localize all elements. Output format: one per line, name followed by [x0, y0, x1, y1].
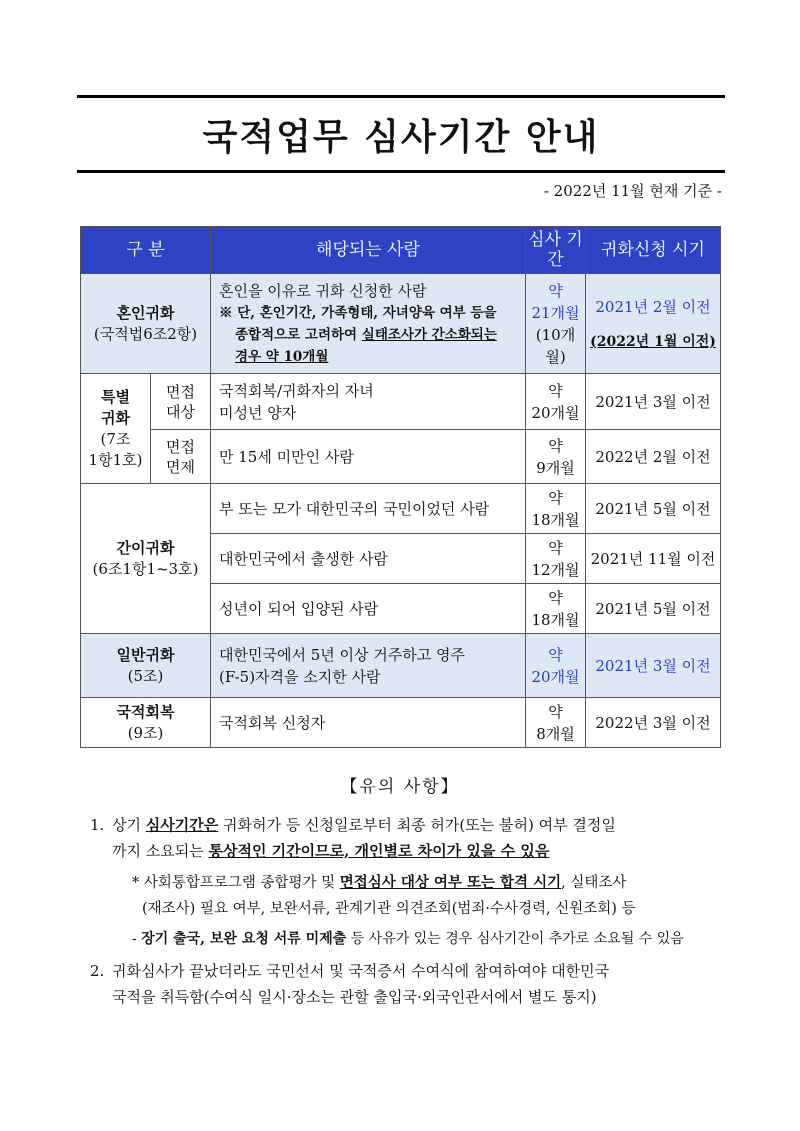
- law-ref: (국적법6조2항): [93, 324, 198, 343]
- text-emphasis: 통상적인 기간이므로, 개인별로 차이가 있을 수 있음: [208, 842, 550, 860]
- apply-simple: 2021년 5월 이전: [586, 584, 721, 634]
- who-special-interview: [211, 374, 526, 430]
- text-emphasis: 면접심사 대상 여부 또는 합격 시기: [339, 874, 562, 891]
- review-period-table: [80, 226, 721, 748]
- row-marriage: [81, 274, 721, 374]
- date-note: - 2022년 11월 현재 기준 -: [543, 182, 722, 200]
- period-prefix: 약: [548, 538, 563, 557]
- period-simple: [526, 534, 586, 584]
- title-bar: [77, 95, 725, 173]
- text: 귀화허가 등 신청일로부터 최종 허가(또는 불허) 여부 결정일: [218, 816, 616, 834]
- who-simple: 부 또는 모가 대한민국의 국민이었던 사람: [211, 484, 526, 534]
- who-simple: 대한민국에서 출생한 사람: [211, 534, 526, 584]
- period-prefix: 약: [548, 381, 563, 400]
- period-prefix: 약: [548, 281, 563, 300]
- note-1-dash: [90, 926, 730, 952]
- period-value: 8개월: [536, 724, 575, 743]
- period-prefix: 약: [548, 645, 563, 664]
- cat-label: 귀화: [101, 408, 130, 427]
- text: -: [132, 931, 142, 947]
- notes-title: 【유의 사항】: [340, 777, 460, 797]
- period-value: 12개월: [531, 560, 580, 579]
- apply-simple: 2021년 5월 이전: [586, 484, 721, 534]
- text: , 실태조사: [561, 875, 627, 891]
- who-text: 대한민국에서 5년 이상 거주하고 영주: [219, 645, 465, 664]
- page-title: 국적업무 심사기간 안내: [202, 116, 600, 158]
- sub-label: 면제: [166, 457, 195, 476]
- note-1-line-2: [90, 838, 730, 864]
- marriage-note: [219, 302, 517, 368]
- note-part: 종합적으로 고려하여: [235, 326, 362, 343]
- apply-special-exempt: 2022년 2월 이전: [586, 430, 721, 484]
- text-emphasis: 장기 출국, 보완 요청 서류 미제출: [141, 931, 347, 947]
- period-prefix: 약: [548, 702, 563, 721]
- note-underlined: 실태조사가 간소화되는: [361, 326, 497, 343]
- period-simple: [526, 584, 586, 634]
- note-line: ※ 단, 혼인기간, 가족형태, 자녀양육 여부 등을: [219, 304, 497, 321]
- period-prefix: 약: [548, 588, 563, 607]
- row-special-interview: [81, 374, 721, 430]
- cat-marriage: [81, 274, 211, 374]
- sub-exempt: [151, 430, 211, 484]
- cat-label: 특별: [101, 387, 130, 406]
- law-ref: (5조): [127, 666, 164, 685]
- law-ref: (6조1항1~3호): [92, 559, 199, 578]
- apply-alt: (2022년 1월 이전): [590, 334, 716, 350]
- sub-label: 면접: [166, 437, 195, 456]
- note-number: 1.: [90, 816, 105, 834]
- period-marriage: [526, 274, 586, 374]
- header-who: 해당되는 사람: [211, 227, 526, 274]
- period-special-interview: [526, 374, 586, 430]
- period-restore: [526, 698, 586, 748]
- apply-general: 2021년 3월 이전: [586, 634, 721, 698]
- period-prefix: 약: [548, 488, 563, 507]
- note-1-sub-2: (재조사) 필요 여부, 보완서류, 관계기관 의견조회(범죄·수사경력, 신원조회) 등: [142, 901, 636, 917]
- period-special-exempt: [526, 430, 586, 484]
- note-line: [219, 324, 517, 346]
- period-alt: (10개월): [535, 325, 576, 366]
- cat-general: [81, 634, 211, 698]
- apply-simple: 2021년 11월 이전: [586, 534, 721, 584]
- who-marriage: [211, 274, 526, 374]
- note-2-line-1: 귀화심사가 끝났더라도 국민선서 및 국적증서 수여식에 참여하여야 대한민국: [112, 962, 610, 980]
- cat-restore: [81, 698, 211, 748]
- period-general: [526, 634, 586, 698]
- note-1: [90, 812, 730, 952]
- period-value: 18개월: [531, 510, 580, 529]
- who-text: (F-5)자격을 소지한 사람: [219, 667, 381, 686]
- who-text: 혼인을 이유로 귀화 신청한 사람: [219, 281, 427, 300]
- text-emphasis: 심사기간은: [145, 816, 219, 834]
- row-restore: [81, 698, 721, 748]
- cat-label: 간이귀화: [116, 538, 175, 557]
- note-1-sub-1: [90, 870, 730, 896]
- who-text: 미성년 양자: [219, 403, 297, 422]
- who-general: [211, 634, 526, 698]
- text: 등 사유가 있는 경우 심사기간이 추가로 소요될 수 있음: [346, 931, 684, 947]
- cat-special: [81, 374, 151, 484]
- note-number: 2.: [90, 962, 105, 980]
- cat-label: 일반귀화: [116, 645, 175, 664]
- text: 까지 소요되는: [112, 842, 209, 860]
- note-2-line-2: 국적을 취득함(수여식 일시·장소는 관할 출입국·외국인관서에서 별도 통지): [112, 988, 597, 1006]
- note-line: 경우 약 10개월: [235, 348, 329, 365]
- law-ref: (7조: [100, 429, 131, 448]
- sub-label: 면접: [166, 382, 195, 401]
- sub-label: 대상: [166, 402, 195, 421]
- table-header: [81, 227, 721, 274]
- period-value: 20개월: [531, 667, 580, 686]
- cat-label: 국적회복: [116, 702, 175, 721]
- apply-restore: 2022년 3월 이전: [586, 698, 721, 748]
- law-ref: 1항1호): [88, 450, 143, 469]
- text: 상기: [112, 816, 146, 834]
- period-value: 9개월: [536, 458, 575, 477]
- period-value: 18개월: [531, 610, 580, 629]
- apply-value: 2021년 2월 이전: [595, 298, 711, 316]
- who-restore: 국적회복 신청자: [211, 698, 526, 748]
- law-ref: (9조): [127, 723, 164, 742]
- period-value: 21개월: [531, 303, 580, 322]
- header-category: 구 분: [81, 227, 211, 274]
- sub-interview: [151, 374, 211, 430]
- row-simple-1: [81, 484, 721, 534]
- apply-marriage: [586, 274, 721, 374]
- who-special-exempt: 만 15세 미만인 사람: [211, 430, 526, 484]
- cat-simple: [81, 484, 211, 634]
- who-simple: 성년이 되어 입양된 사람: [211, 584, 526, 634]
- row-general: [81, 634, 721, 698]
- who-text: 국적회복/귀화자의 자녀: [219, 381, 374, 400]
- period-simple: [526, 484, 586, 534]
- period-prefix: 약: [548, 436, 563, 455]
- apply-special-interview: 2021년 3월 이전: [586, 374, 721, 430]
- note-2: [90, 958, 730, 1010]
- text: * 사회통합프로그램 종합평가 및: [132, 875, 340, 891]
- period-value: 20개월: [531, 403, 580, 422]
- note-1-line-1: [90, 812, 730, 838]
- header-period: 심사 기간: [526, 227, 586, 274]
- row-special-exempt: [81, 430, 721, 484]
- header-apply: 귀화신청 시기: [586, 227, 721, 274]
- cat-label: 혼인귀화: [116, 303, 175, 322]
